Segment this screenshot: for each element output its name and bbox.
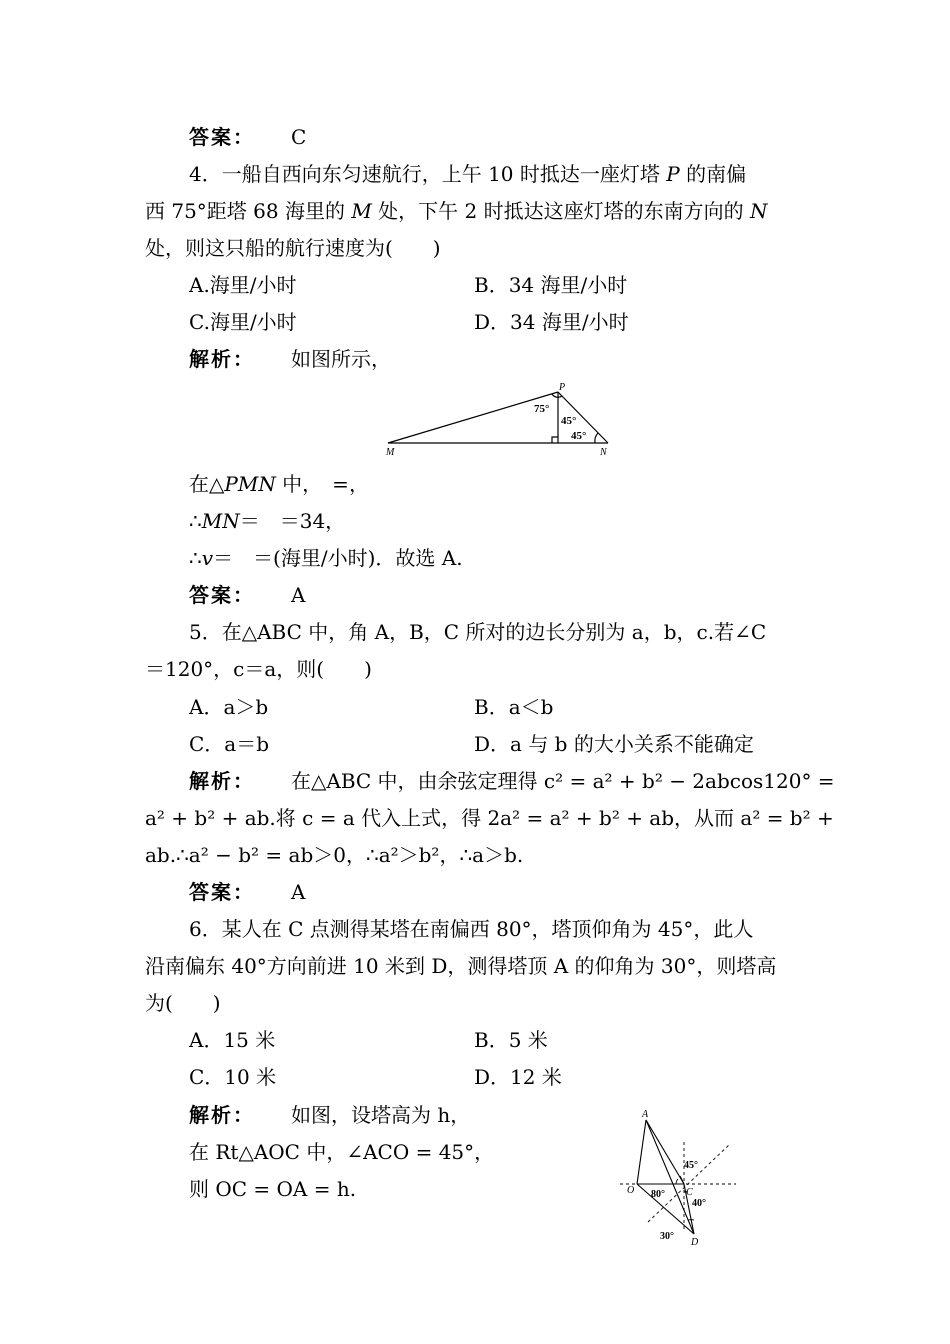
step-text: 在△ bbox=[189, 472, 225, 496]
analysis-label: 解析： bbox=[189, 1103, 255, 1127]
q4-triangle-figure bbox=[380, 378, 620, 462]
q6-stem-line3: 为( ) bbox=[145, 991, 221, 1015]
angle-30: 30° bbox=[660, 1231, 674, 1242]
q4-text: 西 75°距塔 68 海里的 bbox=[145, 199, 352, 223]
answer-value: A bbox=[291, 880, 306, 904]
label-c: C bbox=[686, 1187, 693, 1198]
q5-analysis-line2: a² + b² + ab.将 c = a 代入上式，得 2a² = a² + b² + ab，从而 a² = b² + bbox=[145, 806, 834, 830]
q5-option-a: A．a＞b bbox=[189, 695, 269, 719]
label-d: D bbox=[691, 1237, 699, 1248]
q4-option-b: B．34 海里/小时 bbox=[474, 273, 628, 297]
label-p: P bbox=[559, 382, 566, 393]
step-var: MN bbox=[201, 509, 240, 533]
q4-var-p: P bbox=[666, 162, 680, 186]
label-o: O bbox=[627, 1185, 635, 1196]
analysis-label: 解析： bbox=[189, 347, 255, 371]
q5-stem-line2: ＝120°，c＝a，则( ) bbox=[145, 657, 372, 681]
q4-step1 bbox=[189, 471, 369, 497]
analysis-label: 解析： bbox=[189, 769, 255, 793]
q4-var-n: N bbox=[749, 199, 768, 223]
step-text: ＝ ＝(海里/小时)．故选 A. bbox=[213, 546, 463, 570]
q5-option-b: B．a＜b bbox=[474, 695, 554, 719]
q4-option-c: C.海里/小时 bbox=[189, 310, 297, 334]
q4-analysis-line bbox=[189, 346, 391, 372]
q5-analysis-line3: ab.∴a² − b² = ab＞0，∴a²＞b²，∴a＞b. bbox=[145, 843, 524, 867]
step-var: PMN bbox=[224, 472, 276, 496]
q4-text: 4．一船自西向东匀速航行，上午 10 时抵达一座灯塔 bbox=[189, 162, 667, 186]
q6-option-c: C．10 米 bbox=[189, 1065, 277, 1089]
step-var: v bbox=[201, 546, 214, 570]
q6-option-a: A．15 米 bbox=[189, 1028, 276, 1052]
angle-45-top: 45° bbox=[561, 415, 577, 427]
step-text: ∴ bbox=[189, 546, 202, 570]
q4-option-d: D．34 海里/小时 bbox=[474, 310, 629, 334]
q4-stem-line3: 处，则这只船的航行速度为( ) bbox=[145, 236, 441, 260]
label-a: A bbox=[642, 1109, 649, 1120]
analysis-text: 在△ABC 中，由余弦定理得 c² = a² + b² − 2abcos120° = bbox=[291, 769, 835, 793]
q6-analysis-line2: 在 Rt△AOC 中，∠ACO = 45°， bbox=[189, 1140, 495, 1164]
step-text: ＝ ＝34， bbox=[239, 509, 346, 533]
step-text: 中， =， bbox=[275, 472, 369, 496]
answer-label: 答案： bbox=[189, 125, 255, 149]
q4-stem-line2 bbox=[145, 198, 767, 224]
q3-answer-line bbox=[189, 124, 306, 150]
q4-text: 的南偏 bbox=[679, 162, 747, 186]
q4-option-a: A.海里/小时 bbox=[189, 273, 297, 297]
q6-stem-line1: 6．某人在 C 点测得某塔在南偏西 80°，塔顶仰角为 45°，此人 bbox=[189, 917, 754, 941]
q4-var-m: M bbox=[351, 199, 372, 223]
q6-tower-figure bbox=[618, 1102, 748, 1252]
q5-option-d: D．a 与 b 的大小关系不能确定 bbox=[474, 732, 754, 756]
q4-answer-line bbox=[189, 582, 305, 608]
answer-label: 答案： bbox=[189, 880, 255, 904]
q5-answer-line bbox=[189, 879, 305, 905]
q4-stem-line1 bbox=[189, 161, 746, 187]
analysis-text: 如图，设塔高为 h， bbox=[291, 1103, 471, 1127]
q6-analysis-line1 bbox=[189, 1102, 470, 1128]
label-m: M bbox=[386, 447, 395, 458]
angle-80: 80° bbox=[651, 1189, 665, 1200]
angle-45: 45° bbox=[684, 1160, 698, 1171]
answer-value: C bbox=[291, 125, 307, 149]
label-n: N bbox=[600, 447, 607, 458]
angle-45-bottom: 45° bbox=[571, 430, 587, 442]
q6-option-b: B．5 米 bbox=[474, 1028, 548, 1052]
step-text: ∴ bbox=[189, 509, 202, 533]
q4-text: 处，下午 2 时抵达这座灯塔的东南方向的 bbox=[371, 199, 750, 223]
q5-analysis-line1 bbox=[189, 768, 835, 794]
q4-step3 bbox=[189, 545, 463, 571]
analysis-text: 如图所示， bbox=[291, 347, 391, 371]
q6-analysis-line3: 则 OC = OA = h. bbox=[189, 1177, 357, 1201]
answer-label: 答案： bbox=[189, 583, 255, 607]
q5-stem-line1: 5．在△ABC 中，角 A，B，C 所对的边长分别为 a，b，c.若∠C bbox=[189, 620, 767, 644]
angle-75: 75° bbox=[534, 403, 550, 415]
angle-40: 40° bbox=[692, 1198, 706, 1209]
q5-option-c: C．a＝b bbox=[189, 732, 270, 756]
q4-step2 bbox=[189, 508, 345, 534]
answer-value: A bbox=[291, 583, 306, 607]
q6-stem-line2: 沿南偏东 40°方向前进 10 米到 D，测得塔顶 A 的仰角为 30°，则塔高 bbox=[145, 954, 777, 978]
q6-option-d: D．12 米 bbox=[474, 1065, 562, 1089]
